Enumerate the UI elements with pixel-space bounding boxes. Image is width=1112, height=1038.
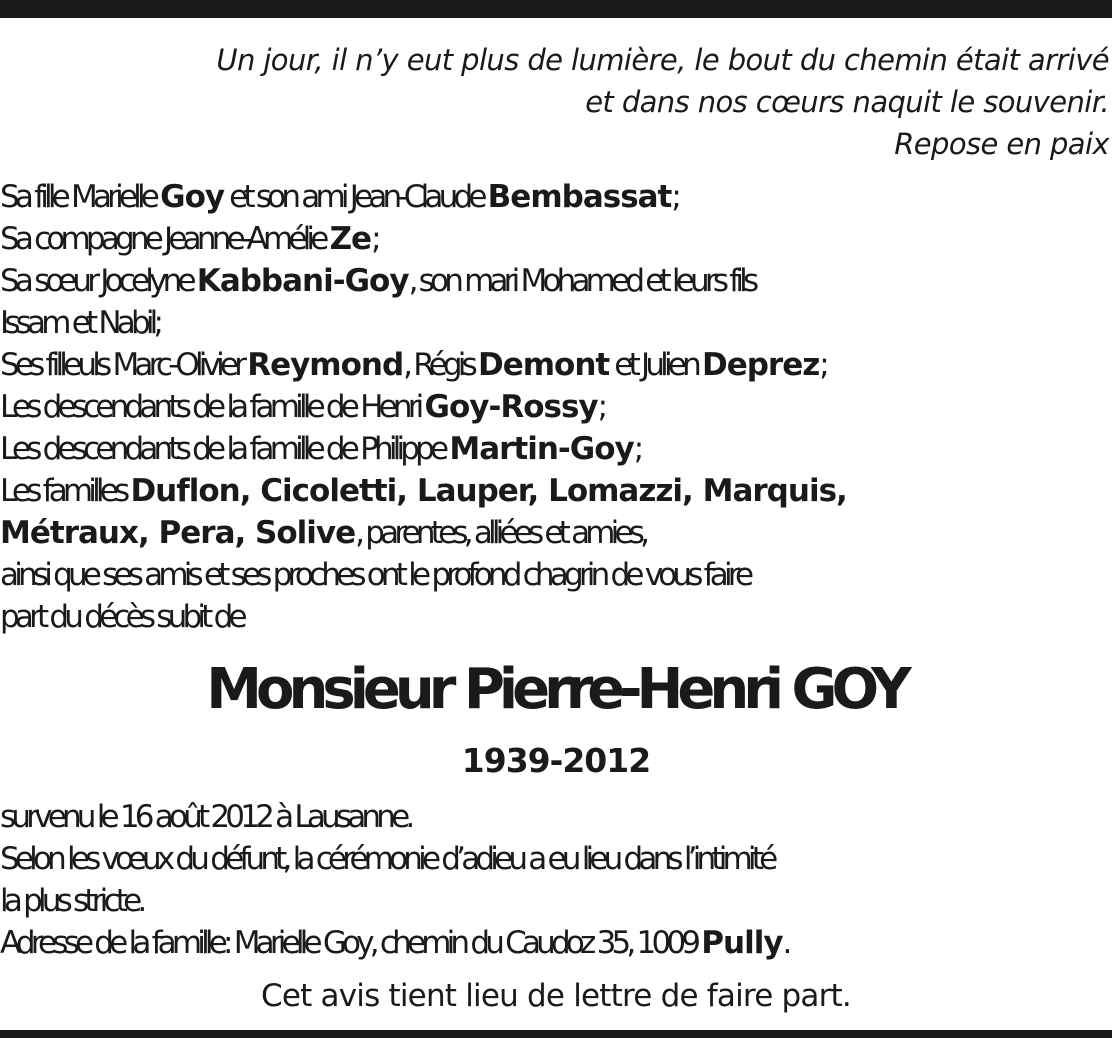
surname: Goy-Rossy: [424, 389, 598, 425]
surname: Duflon, Cicoletti, Lauper, Lomazzi, Marquis,: [130, 473, 847, 509]
bottom-rule: [0, 1030, 1112, 1038]
text: ainsi que ses amis et ses proches ont le profond chagrin de vous faire: [0, 557, 750, 593]
city: Pully: [701, 925, 783, 961]
surname: Bembassat: [487, 179, 672, 215]
surname: Martin-Goy: [449, 431, 634, 467]
text: part du décès subit de: [0, 599, 243, 635]
quote-line: et dans nos cœurs naquit le souvenir.: [585, 85, 1109, 119]
family-line-daughter: [0, 176, 1112, 218]
family-line-descendants-henri: [0, 386, 1112, 428]
epigraph-quote: [60, 39, 1109, 165]
announcement-line-cont: [0, 596, 1112, 638]
top-rule: [0, 0, 1112, 18]
family-line-sister-cont: [0, 302, 1112, 344]
surname: Deprez: [701, 347, 820, 383]
text: Ses filleuls Marc-Olivier: [0, 347, 248, 383]
details-ceremony: [0, 838, 1112, 880]
surname: Métraux, Pera, Solive: [0, 515, 356, 551]
text: , parentes, alliées et amies,: [355, 515, 646, 551]
quote-line: Repose en paix: [894, 127, 1109, 161]
text: Sa fille Marielle: [0, 179, 161, 215]
text: ;: [597, 389, 604, 425]
family-list: [0, 176, 1112, 638]
text: ;: [633, 431, 640, 467]
text: Selon les vœux du défunt, la cérémonie d’adieu a eu lieu dans l’intimité: [0, 841, 774, 877]
text: Les descendants de la famille de Henri: [0, 389, 425, 425]
text: Sa sœur Jocelyne: [0, 263, 197, 299]
details-ceremony-cont: [0, 880, 1112, 922]
family-line-families: [0, 470, 1112, 512]
closing-note: Cet avis tient lieu de lettre de faire part.: [261, 978, 851, 1014]
text: et Julien: [609, 347, 702, 383]
text: Sa compagne Jeanne-Amélie: [0, 221, 330, 257]
text: .: [782, 925, 788, 961]
text: ;: [819, 347, 825, 383]
deceased-name: Monsieur Pierre-Henri GOY: [206, 657, 906, 722]
surname: Ze: [329, 221, 372, 257]
details-address: [0, 922, 1112, 964]
surname: Reymond: [247, 347, 404, 383]
text: ;: [371, 221, 377, 257]
text: Issam et Nabil;: [0, 305, 160, 341]
family-line-families-cont: [0, 512, 1112, 554]
family-line-descendants-philippe: [0, 428, 1112, 470]
surname: Demont: [478, 347, 610, 383]
text: , son mari Mohamed et leurs fils: [408, 263, 755, 299]
text: et son ami Jean-Claude: [224, 179, 488, 215]
surname: Kabbani-Goy: [196, 263, 409, 299]
family-line-sister: [0, 260, 1112, 302]
text: Les familles: [0, 473, 131, 509]
text: Les descendants de la famille de Philippe: [0, 431, 450, 467]
quote-line: Un jour, il n’y eut plus de lumière, le bout du chemin était arrivé: [216, 43, 1109, 77]
text: , Régis: [403, 347, 478, 383]
text: ;: [671, 179, 678, 215]
deceased-years: 1939-2012: [461, 741, 651, 780]
text: survenu le 16 août 2012 à Lausanne.: [0, 799, 411, 835]
details-block: [0, 796, 1112, 964]
family-line-godchildren: [0, 344, 1112, 386]
text: Adresse de la famille: Marielle Goy, chemin du Caudoz 35, 1009: [0, 925, 702, 961]
details-date: [0, 796, 1112, 838]
text: la plus stricte.: [0, 883, 143, 919]
announcement-line: [0, 554, 1112, 596]
family-line-companion: [0, 218, 1112, 260]
surname: Goy: [160, 179, 225, 215]
